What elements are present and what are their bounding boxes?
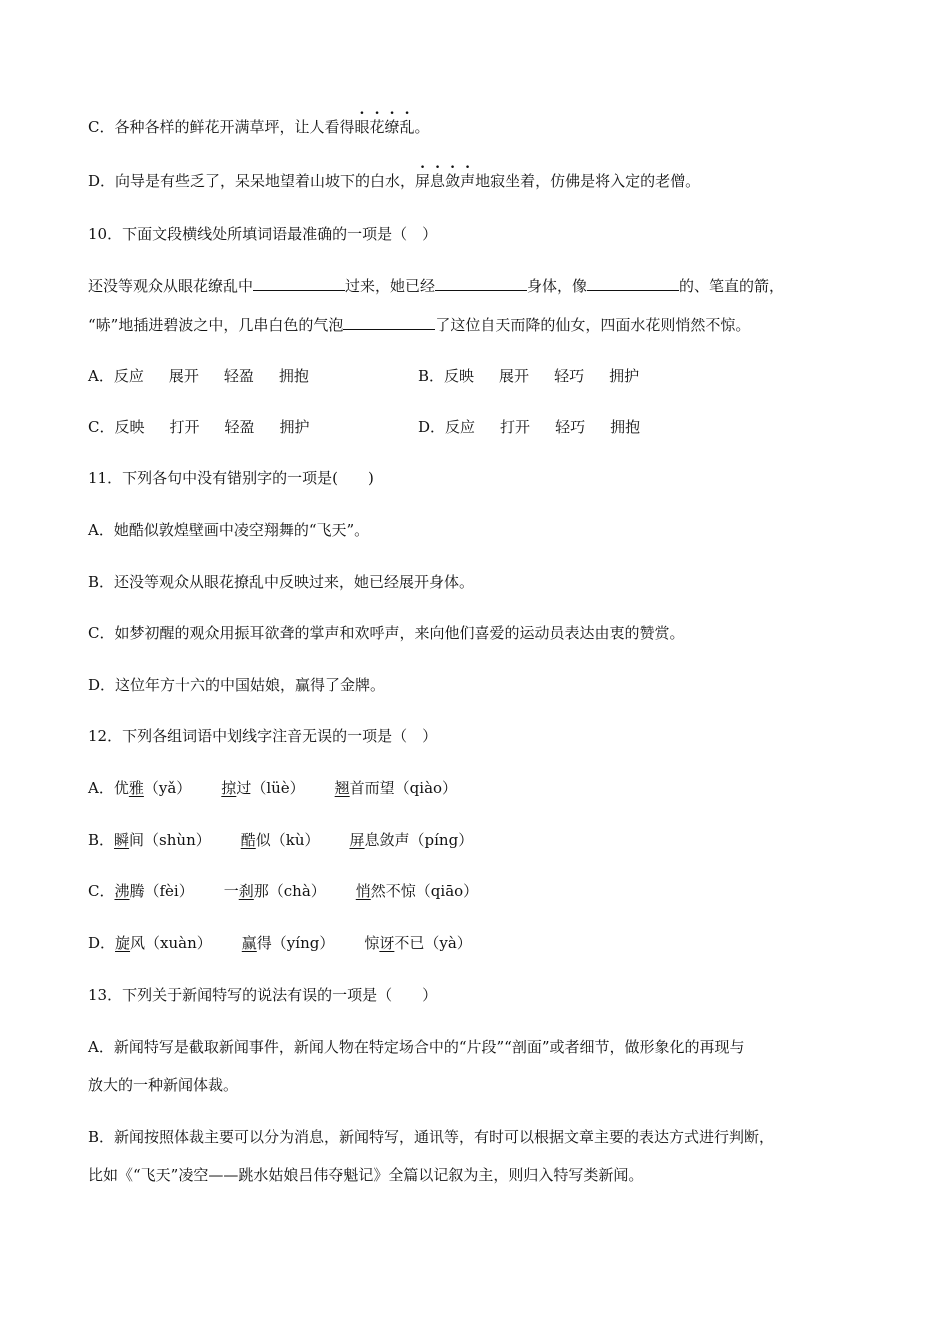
- emphasis-char: 眼: [354, 118, 370, 136]
- q12-stem: 12．下列各组词语中划线字注音无误的一项是（ ）: [88, 727, 438, 745]
- fill-blank: [587, 275, 679, 291]
- q11-option-b: B．还没等观众从眼花撩乱中反映过来，她已经展开身体。: [88, 573, 475, 591]
- q10-option-b: B．反映 展开 轻巧 拥护: [418, 367, 640, 385]
- underlined-char: 赢: [241, 934, 257, 952]
- q10-stem: 10．下面文段横线处所填词语最准确的一项是（ ）: [88, 225, 438, 243]
- q13-option-b-line1: B．新闻按照体裁主要可以分为消息，新闻特写，通讯等，有时可以根据文章主要的表达方式进行判断，: [88, 1128, 775, 1146]
- q11-option-c: C．如梦初醒的观众用振耳欲聋的掌声和欢呼声，来向他们喜爱的运动员表达由衷的赞赏。: [88, 624, 685, 642]
- q11-stem: 11．下列各句中没有错别字的一项是( ): [88, 469, 374, 487]
- q11-option-d: D．这位年方十六的中国姑娘，赢得了金牌。: [88, 676, 386, 694]
- underlined-char: 瞬: [114, 831, 130, 849]
- underlined-char: 刹: [238, 882, 254, 900]
- underlined-char: 掠: [221, 779, 237, 797]
- q12-option-d: D．旋风（xuàn） 赢得（yíng） 惊讶不已（yà）: [88, 934, 472, 952]
- underlined-char: 酷: [240, 831, 256, 849]
- emphasis-char: 乱: [399, 118, 415, 136]
- underlined-char: 沸: [114, 882, 130, 900]
- fill-blank: [253, 275, 345, 291]
- q11-option-a: A．她酷似敦煌壁画中凌空翔舞的“飞天”。: [88, 521, 370, 539]
- emphasis-char: 缭: [384, 118, 400, 136]
- q9-option-c: C．各种各样的鲜花开满草坪，让人看得眼花缭乱。: [88, 118, 430, 136]
- q10-passage-line1: 还没等观众从眼花缭乱中 过来，她已经 身体，像 的、笔直的箭，: [88, 277, 785, 295]
- q13-stem: 13．下列关于新闻特写的说法有误的一项是（ ）: [88, 986, 438, 1004]
- fill-blank: [343, 314, 435, 330]
- emphasis-char: 息: [430, 172, 446, 190]
- q10-option-a: A．反应 展开 轻盈 拥抱: [88, 367, 309, 385]
- fill-blank: [435, 275, 527, 291]
- underlined-char: 屏: [349, 831, 365, 849]
- underlined-char: 讶: [379, 934, 395, 952]
- q10-option-d: D．反应 打开 轻巧 拥抱: [418, 418, 641, 436]
- q13-option-b-line2: 比如《“飞天”凌空——跳水姑娘吕伟夺魁记》全篇以记叙为主，则归入特写类新闻。: [88, 1166, 644, 1184]
- q13-option-a-line1: A．新闻特写是截取新闻事件，新闻人物在特定场合中的“片段”“剖面”或者细节，做形象化的再现与: [88, 1038, 745, 1056]
- emphasis-char: 声: [460, 172, 476, 190]
- underlined-char: 悄: [355, 882, 371, 900]
- emphasis-char: 花: [369, 118, 385, 136]
- emphasis-char: 屏: [415, 172, 431, 190]
- q10-passage-line2: “哧”地插进碧波之中，几串白色的气泡 了这位自天而降的仙女，四面水花则悄然不惊。: [88, 316, 751, 334]
- q13-option-a-line2: 放大的一种新闻体裁。: [88, 1076, 239, 1094]
- q12-option-a: A．优雅（yǎ） 掠过（lüè） 翘首而望（qiào）: [88, 779, 458, 797]
- q10-option-c: C．反映 打开 轻盈 拥护: [88, 418, 310, 436]
- q12-option-c: C．沸腾（fèi） 一刹那（chà） 悄然不惊（qiāo）: [88, 882, 479, 900]
- q9-option-d: D．向导是有些乏了，呆呆地望着山坡下的白水，屏息敛声地寂坐着，仿佛是将入定的老僧。: [88, 172, 701, 190]
- emphasis-char: 敛: [445, 172, 461, 190]
- underlined-char: 翘: [334, 779, 350, 797]
- underlined-char: 雅: [128, 779, 144, 797]
- underlined-char: 旋: [115, 934, 131, 952]
- q12-option-b: B．瞬间（shùn） 酷似（kù） 屏息敛声（píng）: [88, 831, 474, 849]
